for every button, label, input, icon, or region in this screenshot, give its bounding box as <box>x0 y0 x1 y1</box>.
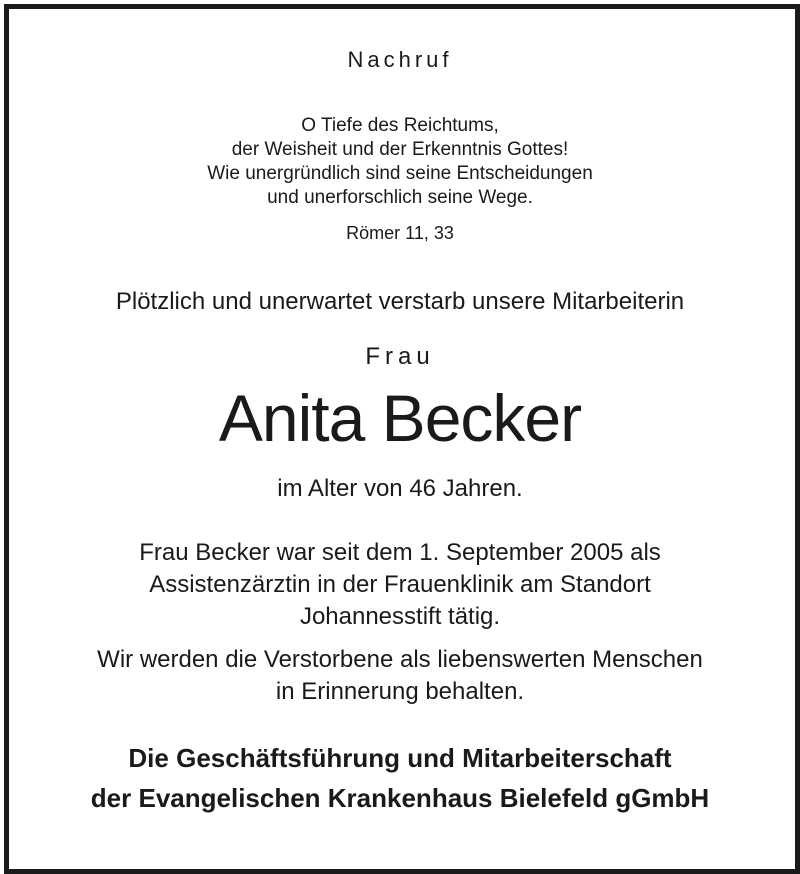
signature-line: Die Geschäftsführung und Mitarbeiterschaft <box>128 743 672 773</box>
verse-line: Wie unergründlich sind seine Entscheidungen <box>207 163 593 184</box>
deceased-name: Anita Becker <box>218 381 582 455</box>
signature-line: der Evangelischen Krankenhaus Bielefeld gGmbH <box>90 783 710 813</box>
body-line: Johannesstift tätig. <box>299 603 501 630</box>
verse-line: der Weisheit und der Erkenntnis Gottes! <box>231 139 569 160</box>
verse-line: und unerforschlich seine Wege. <box>267 187 533 208</box>
age-text: im Alter von 46 Jahren. <box>277 475 523 502</box>
body-line: Assistenzärztin in der Frauenklinik am Standort <box>149 571 651 598</box>
intro-text: Plötzlich und unerwartet verstarb unsere Mitarbeiterin <box>115 288 685 315</box>
body-line: Frau Becker war seit dem 1. September 2005 als <box>139 539 661 566</box>
verse-line: O Tiefe des Reichtums, <box>301 115 499 136</box>
verse-reference: Römer 11, 33 <box>346 223 454 243</box>
body-line: Wir werden die Verstorbene als liebenswerten Menschen <box>97 646 703 673</box>
body-line: in Erinnerung behalten. <box>275 678 525 705</box>
salutation: Frau <box>365 343 435 370</box>
obituary-heading: Nachruf <box>347 47 453 72</box>
